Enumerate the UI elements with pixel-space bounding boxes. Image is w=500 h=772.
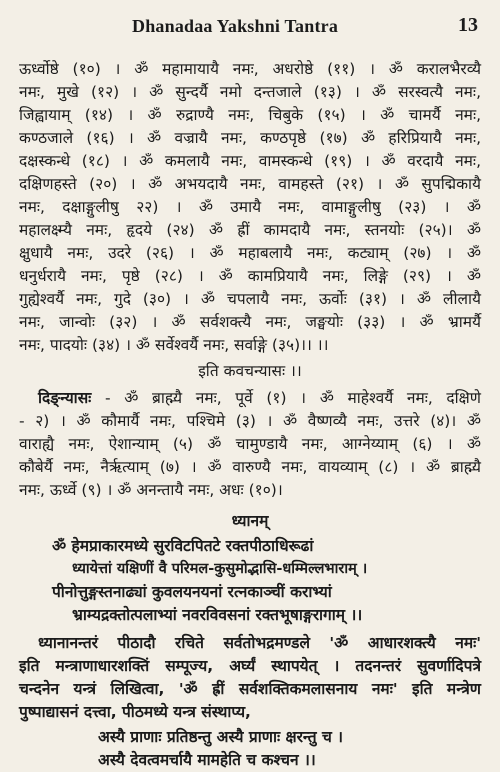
kavacha-line: जिह्वायाम् (१४) । ॐ रुद्राण्यै नमः, चिबुके (१५) । ॐ चामर्यै नमः,	[19, 106, 481, 124]
final-verse: अस्यै प्राणाः प्रतिष्ठन्तु अस्यै प्राणाः क्षरन्तु च ।	[98, 728, 344, 746]
kavacha-line: कण्ठजाले (१६) । ॐ वज्रायै नमः, कण्ठपृष्ठे (१७) ॐ हरिप्रियायै नमः,	[19, 129, 481, 147]
dignyasa-label: दिङ्न्यासः	[38, 389, 92, 407]
procedure-line: चन्दनेन यन्त्रं लिखित्वा, 'ॐ ह्रीं सर्वशक्तिकमलासनाय नमः' इति मन्त्रेण	[19, 680, 481, 698]
kavacha-line: दक्षिणहस्ते (२०) । ॐ अभयदायै नमः, वामहस्ते (२१) । ॐ सुपद्मिकायै	[19, 175, 481, 193]
dignyasa-line	[38, 387, 481, 410]
kavacha-line: दक्षस्कन्धे (१८) । ॐ कमलायै नमः, वामस्कन्धे (१९) । ॐ वरदायै नमः,	[19, 152, 481, 170]
dignyasa-text: - ॐ ब्राह्म्यै नमः, पूर्वे (१) । ॐ माहेश्वर्यै नमः, दक्षिणे	[104, 389, 481, 407]
procedure-line: ध्यानानन्तरं पीठादौ रचिते सर्वतोभद्रमण्डले 'ॐ आधारशक्त्यै नमः'	[38, 634, 481, 652]
dignyasa-line: - २) । ॐ कौमार्यै नमः, पश्चिमे (३) । ॐ वैष्णव्यै नमः, उत्तरे (४)। ॐ	[19, 412, 481, 430]
kavacha-line: ऊर्ध्वोष्ठे (१०) । ॐ महामायायै नमः, अधरोष्ठे (११) । ॐ करालभैरव्यै	[19, 60, 481, 78]
procedure-line: पुष्पाद्यासनं दत्त्वा, पीठमध्ये यन्त्र संस्थाप्य,	[19, 703, 251, 721]
running-header	[0, 14, 500, 46]
dignyasa-line: कौबेर्यै नमः, नैर्ऋत्याम् (७) । ॐ वारुण्यै नमः, वायव्याम् (८) । ॐ ब्राह्म्यै	[19, 458, 481, 476]
dignyasa-line: वाराह्यै नमः, ऐशान्याम् (५) ॐ चामुण्डायै नमः, आग्नेय्याम् (६) । ॐ	[19, 435, 481, 453]
kavacha-line: क्षुधायै नमः, उदरे (२६) । ॐ महाबलायै नमः, कट्याम् (२७) । ॐ	[19, 244, 481, 262]
page-number: 13	[458, 14, 478, 36]
dhyana-verse: पीनोत्तुङ्गस्तनाढ्यां कुवलयनयनां रत्नकाञ्चीं कराभ्यां	[52, 583, 332, 601]
book-title: Dhanadaa Yakshni Tantra	[132, 16, 339, 36]
kavacha-line: नमः, जान्वोः (३२) । ॐ सर्वशक्त्यै नमः, जङ्घयोः (३३) । ॐ भ्रामर्यै	[19, 313, 481, 331]
kavacha-line: धनुर्धरायै नमः, पृष्ठे (२८) । ॐ कामप्रियायै नमः, लिङ्गे (२९) । ॐ	[19, 267, 481, 285]
kavacha-line: नमः, पादयोः (३४) । ॐ सर्वेश्वर्यै नमः, सर्वाङ्गे (३५)।। ।।	[19, 336, 329, 354]
kavacha-line: नमः, दक्षाङ्गुलीषु २२) । ॐ उमायै नमः, वामाङ्गुलीषु (२३) । ॐ	[19, 198, 481, 216]
final-verse: अस्यै देवत्वमर्चायै मामहेति च कश्चन ।।	[98, 751, 316, 769]
dhyana-verse: भ्राम्यद्रक्तोत्पलाभ्यां नवरविवसनां रक्तभूषाङ्गरागाम् ।।	[72, 606, 363, 624]
kavacha-end: इति कवचन्यासः ।।	[198, 362, 302, 380]
kavacha-line: नमः, मुखे (१२) । ॐ सुन्दर्यै नमो दन्तजाले (१३) । ॐ सरस्वत्यै नमः,	[19, 83, 481, 101]
dhyana-heading: ध्यानम्	[231, 512, 269, 530]
dhyana-verse: ध्यायेत्तां यक्षिणीं वै परिमल-कुसुमोद्भासि-धम्मिल्लभाराम् ।	[72, 561, 368, 577]
dignyasa-line: नमः, ऊर्ध्वे (९) । ॐ अनन्तायै नमः, अधः (१०)।	[19, 481, 283, 499]
procedure-line: इति मन्त्राणाधारशक्तिं सम्पूज्य, अर्घ्यं स्थापयेत् । तदनन्तरं सुवर्णादिपत्रे	[19, 657, 481, 675]
dhyana-verse: ॐ हेमप्राकारमध्ये सुरविटपितटे रक्तपीठाधिरूढां	[52, 537, 314, 555]
kavacha-line: गुह्येश्वर्यै नमः, गुदे (३०) । ॐ चपलायै नमः, ऊर्वोः (३१) । ॐ लीलायै	[19, 290, 481, 308]
kavacha-line: महालक्ष्म्यै नमः, हृदये (२४) ॐ ह्रीं कामदायै नमः, स्तनयोः (२५)। ॐ	[19, 221, 481, 239]
